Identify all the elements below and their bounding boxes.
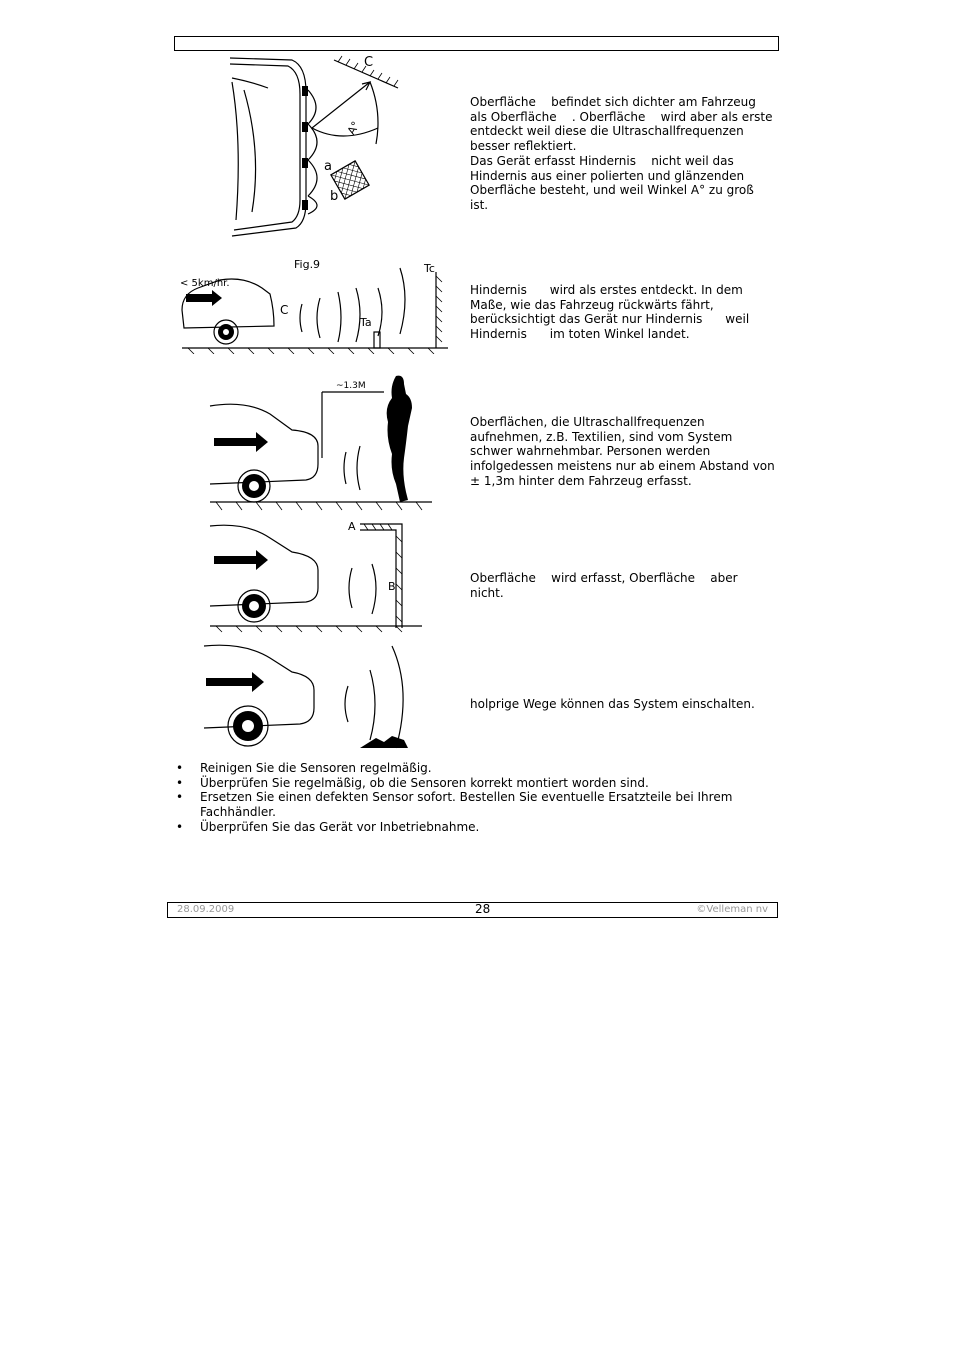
figure-bumpy-road bbox=[200, 640, 434, 752]
paragraph-surface-reflection bbox=[470, 95, 780, 213]
text-line: Hindernis aus einer polierten und glänzenden bbox=[470, 168, 745, 183]
footer-date: 28.09.2009 bbox=[177, 904, 235, 915]
page-header-box bbox=[174, 36, 779, 51]
list-item: • Überprüfen Sie regelmäßig, ob die Sensoren korrekt montiert worden sind. bbox=[176, 776, 776, 791]
paragraph-bumpy-roads bbox=[470, 697, 780, 712]
text-line: schwer wahrnehmbar. Personen werden bbox=[470, 444, 711, 459]
text-line: Oberflächen, die Ultraschallfrequenzen bbox=[470, 415, 705, 429]
footer-copyright: ©Velleman nv bbox=[696, 904, 768, 915]
text-line: Oberfläche besteht, und weil Winkel A° zu groß bbox=[470, 183, 754, 198]
text-line: Oberfläche befindet sich dichter am Fahrzeug bbox=[470, 95, 756, 109]
fig4-label-a: A bbox=[348, 520, 356, 533]
figure-person-distance bbox=[206, 374, 436, 518]
paragraph-obstacle-detection bbox=[470, 283, 780, 342]
list-item: • Überprüfen Sie das Gerät vor Inbetriebnahme. bbox=[176, 820, 776, 835]
text-line: Hindernis im toten Winkel landet. bbox=[470, 327, 690, 342]
fig1-label-c: C bbox=[364, 55, 374, 70]
list-item: • Ersetzen Sie einen defekten Sensor sofort. Bestellen Sie eventuelle Ersatzteile bei Ihrem Fachhändler. bbox=[176, 790, 776, 819]
fig2-speed-label: < 5km/hr. bbox=[180, 278, 230, 289]
fig2-caption: Fig.9 bbox=[294, 258, 321, 271]
figure-surface-ab bbox=[206, 518, 426, 634]
text-line: Maße, wie das Fahrzeug rückwärts fährt, bbox=[470, 297, 714, 312]
text-line: entdeckt weil diese die Ultraschallfrequenzen bbox=[470, 124, 744, 139]
page-number: 28 bbox=[475, 902, 491, 916]
fig1-label-b: b bbox=[330, 189, 339, 204]
text-line: Das Gerät erfasst Hindernis nicht weil das bbox=[470, 153, 734, 168]
fig1-label-a: a bbox=[324, 159, 332, 174]
paragraph-soft-surfaces bbox=[470, 415, 780, 489]
text-line: infolgedessen meistens nur ab einem Abstand von bbox=[470, 459, 775, 474]
text-line: berücksichtigt das Gerät nur Hindernis weil bbox=[470, 312, 750, 327]
fig2-label-c: C bbox=[280, 303, 289, 317]
figure-obstacle-ta-tc bbox=[178, 254, 456, 354]
text-line: aufnehmen, z.B. Textilien, sind vom System bbox=[470, 429, 733, 444]
text-line: als Oberfläche . Oberfläche wird aber als erste bbox=[470, 109, 773, 124]
fig1-label-angle: A° bbox=[344, 119, 363, 137]
fig2-label-tc: Tc bbox=[424, 262, 435, 275]
text-line: ± 1,3m hinter dem Fahrzeug erfasst. bbox=[470, 473, 692, 488]
text-line: Oberfläche wird erfasst, Oberfläche aber bbox=[470, 571, 738, 585]
figure-sensor-angle bbox=[222, 52, 412, 242]
text-line: ist. bbox=[470, 197, 489, 212]
fig4-label-b: B bbox=[388, 580, 396, 593]
fig2-label-ta: Ta bbox=[360, 316, 372, 329]
fig3-distance-label: ~1.3M bbox=[336, 381, 366, 391]
page-footer bbox=[167, 902, 778, 918]
text-line: besser reflektiert. bbox=[470, 139, 577, 154]
text-line: Hindernis wird als erstes entdeckt. In dem bbox=[470, 283, 743, 297]
list-item: • Reinigen Sie die Sensoren regelmäßig. bbox=[176, 761, 776, 776]
text-line: holprige Wege können das System einschalten. bbox=[470, 697, 755, 711]
text-line: nicht. bbox=[470, 585, 504, 600]
paragraph-surface-ab bbox=[470, 571, 780, 600]
maintenance-list bbox=[176, 761, 776, 835]
